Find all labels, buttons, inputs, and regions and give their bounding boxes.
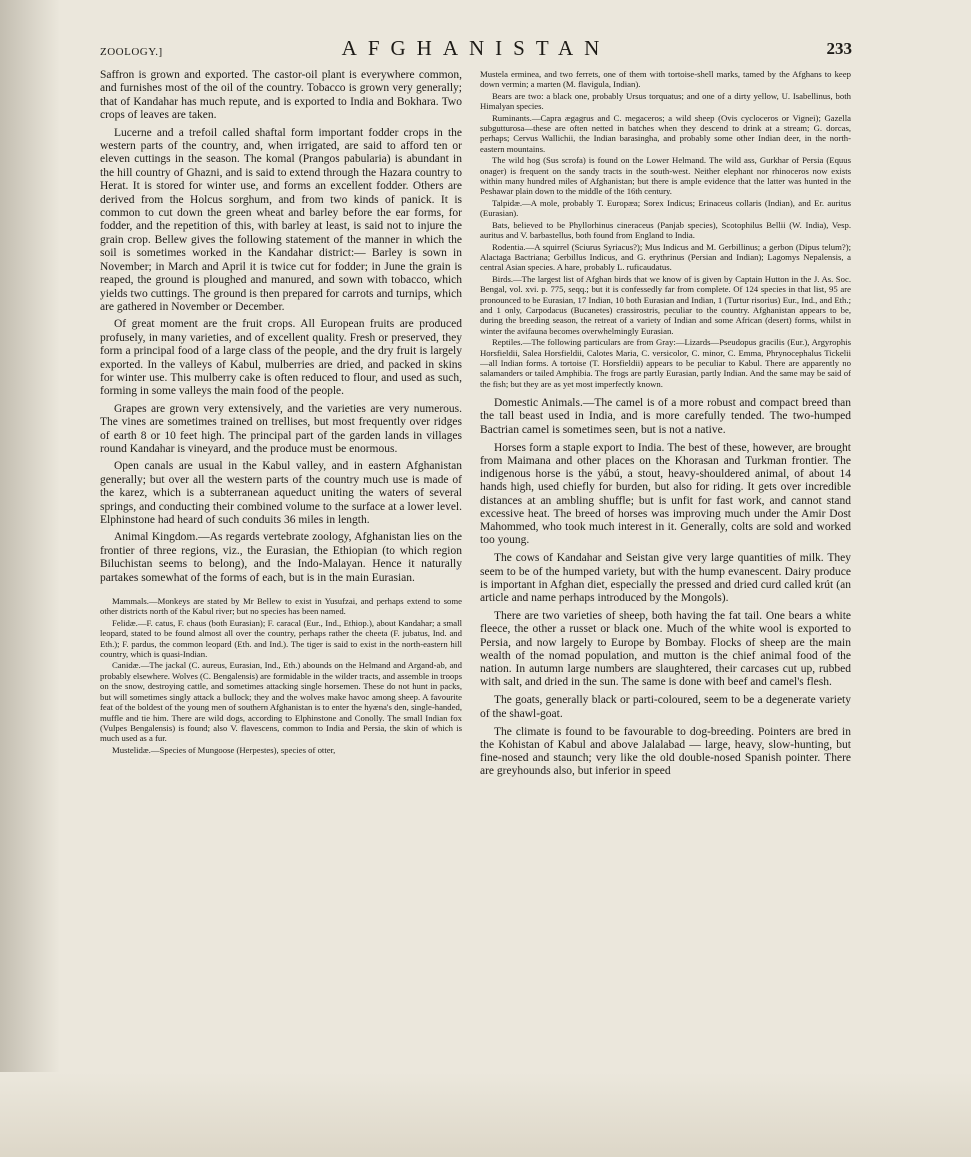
right-column bbox=[480, 69, 851, 1069]
paragraph-saffron: Saffron is grown and exported. The castor-oil plant is everywhere common, and furnishes most of the oil of the country. Tobacco is grown very generally; that of Kandahar has much repute, and is exported to India and Bokhara. Two crops of leaves are taken. bbox=[100, 69, 462, 122]
paragraph-animal-kingdom: Animal Kingdom.—As regards vertebrate zoology, Afghanistan lies on the frontier of three regions, viz., the Eurasian, the Ethiopian (to which region Biluchistan seems to belong), and the Indo-Malayan. Hence it naturally partakes somewhat of the forms of each, but is in the main Eurasian. bbox=[100, 531, 462, 584]
paragraph-wild-hog: The wild hog (Sus scrofa) is found on the Lower Helmand. The wild ass, Gurkhar of Persia (Equus onager) is frequent on the sandy tracts in the south-west. Neither elephant nor rhinoceros now exists within many hundred miles of Afghanistan; but there is ample evidence that the latter was hunted in the Peshawar plain down to the middle of the 16th century. bbox=[480, 155, 851, 197]
paragraph-horses: Horses form a staple export to India. The best of these, however, are brought from Maimana and other places on the Khorasan and Turkman frontier. The indigenous horse is the yábú, a stout, heavy-shouldered animal, of about 14 hands high, used chiefly for burden, but also for riding. It gets over incredible distances at an ambling shuffle; but is unfit for fast work, and cannot stand excessive heat. The breed of horses was improving much under the Amir Dost Mahommed, who took much interest in it. Generally, colts are sold and worked too young. bbox=[480, 441, 851, 547]
paragraph-dogs: The climate is found to be favourable to dog-breeding. Pointers are bred in the Kohistan of Kabul and above Jalalabad — large, heavy, slow-hunting, but fine-nosed and staunch; very like the old double-nosed Spanish pointer. There are greyhounds also, but inferior in speed bbox=[480, 725, 851, 778]
section-label: ZOOLOGY.] bbox=[100, 46, 163, 58]
running-head bbox=[100, 36, 852, 66]
paragraph-talpidae: Talpidæ.—A mole, probably T. Europæa; Sorex Indicus; Erinaceus collaris (Indian), and Er. auritus (Eurasian). bbox=[480, 197, 851, 219]
paragraph-fruit-crops: Of great moment are the fruit crops. All European fruits are produced profusely, in many varieties, and of excellent quality. Fresh or preserved, they form a principal food of a large class of the people, and the dry fruit is largely exported. In the valleys of Kabul, mulberries are dried, and packed in skins for winter use. This mulberry cake is often reduced to flour, and used as such, forming in some valleys the main food of the people. bbox=[100, 318, 462, 398]
left-column bbox=[100, 69, 462, 1069]
paragraph-goats: The goats, generally black or parti-coloured, seem to be a degenerate variety of the shawl-goat. bbox=[480, 694, 851, 720]
paragraph-sheep: There are two varieties of sheep, both having the fat tail. One bears a white fleece, the other a russet or black one. Much of the white wool is exported to Persia, and now largely to Europe by Bombay. Flocks of sheep are the main wealth of the nomad population, and mutton is the chief animal food of the nation. In autumn large numbers are slaughtered, their carcases cut up, rubbed with salt, and dried in the sun. The same is done with beef and camel's flesh. bbox=[480, 610, 851, 689]
paragraph-lucerne: Lucerne and a trefoil called shaftal form important fodder crops in the western parts of the country, and, when irrigated, are said to afford ten or eleven cuttings in the season. The komal (Prangos pabularia) is abundant in the hill country of Ghazni, and is said to extend through the Hazara country to Herat. It is stored for winter use, and forms an excellent fodder. Others are derived from the Holcus sorghum, and from two kinds of panick. It is common to cut down the green wheat and barley before the ear forms, for fodder, and the repetition of this, with barley at least, is said not to injure the grain crop. Bellew gives the following statement of the manner in which the soil is sometimes worked in the Kandahar district:— Barley is sown in November; in March and April it is twice cut for fodder; in June the grain is reaped, the ground is ploughed and manured, and sown with tobacco, which yields two cuttings. The ground is then prepared for carrots and turnips, which are gathered in November or December. bbox=[100, 126, 462, 313]
paragraph-bats: Bats, believed to be Phyllorhinus cineraceus (Panjab species), Scotophilus Bellii (W. India), Vesp. auritus and V. barbastellus, both found from England to India. bbox=[480, 219, 851, 241]
page-number: 233 bbox=[826, 39, 852, 58]
paragraph-mustelidae: Mustelidæ.—Species of Mungoose (Herpestes), species of otter, bbox=[112, 744, 336, 755]
paragraph-domestic-animals: Domestic Animals.—The camel is of a more robust and compact breed than the tall beast used in India, and is more carefully tended. The two-humped Bactrian camel is sometimes seen, but is not a native. bbox=[480, 397, 851, 436]
paragraph-canals: Open canals are usual in the Kabul valley, and in eastern Afghanistan generally; but over all the western parts of the country much use is made of the karez, which is a subterranean aqueduct uniting the waters of several springs, and conducting their combined volume to the surface at a lower level. Elphinstone had heard of such conduits 36 miles in length. bbox=[100, 460, 462, 526]
page-title: AFGHANISTAN bbox=[341, 36, 611, 60]
paragraph-cows: The cows of Kandahar and Seistan give very large quantities of milk. They seem to be of the humped variety, but with the hump evanescent. Dairy produce is important in Afghan diet, especially the pressed and dried curd called krút (an article and name perhaps introduced by the Mongols). bbox=[480, 552, 851, 605]
paragraph-mustela: Mustela erminea, and two ferrets, one of them with tortoise-shell marks, tamed by the Afghans to keep down vermin; a marten (M. flavigula, Indian). bbox=[480, 69, 851, 90]
paragraph-felidae: Felidæ.—F. catus, F. chaus (both Eurasian); F. caracal (Eur., Ind., Ethiop.), about Kandahar; a small leopard, stated to be found almost all over the country, perhaps rather the cheeta (F. jubatus, Ind. and Eth.); F. pardus, the common leopard (Eth. and Ind.). The tiger is said to exist in the north-eastern hill country, which is quasi-Indian. bbox=[100, 617, 462, 660]
paragraph-canidae: Canidæ.—The jackal (C. aureus, Eurasian, Ind., Eth.) abounds on the Helmand and Argand-ab, and probably elsewhere. Wolves (C. Bengalensis) are formidable in the wilder tracts, and assemble in troops on the snow, destroying cattle, and sometimes attacking single horsemen. These do not hunt in packs, but will sometimes singly attack a bullock; they and the wolves make havoc among sheep. A favourite feat of the boldest of the young men of southern Afghanistan is to enter the hyæna's den, single-handed, muffle and tie him. There are wild dogs, according to Elphinstone and Conolly. The small Indian fox (Vulpes Bengalensis) is found; also V. flavescens, common to India and Persia, the skin of which is much used as a fur. bbox=[100, 660, 462, 744]
paragraph-birds: Birds.—The largest list of Afghan birds that we know of is given by Captain Hutton in the J. As. Soc. Bengal, vol. xvi. p. 775, seqq.; but it is confessedly far from complete. Of 124 species in that list, 95 are pronounced to be Eurasian, 17 Indian, 10 both Eurasian and Indian, 1 (Turtur risorius) Eur., Ind., and Eth.; and 1 only, Carpodacus (Bucanetes) crassirostris, peculiar to the country. Afghanistan appears to be, during the breeding season, the retreat of a variety of Indian and some African (desert) forms, whilst in winter the avifauna becomes overwhelmingly Eurasian. bbox=[480, 273, 851, 336]
paragraph-rodentia: Rodentia.—A squirrel (Sciurus Syriacus?); Mus Indicus and M. Gerbillinus; a gerbon (Dipus telum?); Alactaga Bactriana; Gerbillus Indicus, and G. erythrinus (Persian and Indian); Lagomys Nepalensis, a central Asian species. A hare, probably L. ruficaudatus. bbox=[480, 241, 851, 273]
paragraph-ruminants: Ruminants.—Capra ægagrus and C. megaceros; a wild sheep (Ovis cycloceros or Vignei); Gazella subgutturosa—these are often netted in batches when they descend to drink at a stream; G. dorcas, perhaps; Cervus Wallichii, the Indian barasingha, and probably some other Indian deer, in the north-eastern mountains. bbox=[480, 112, 851, 154]
paragraph-bears: Bears are two: a black one, probably Ursus torquatus; and one of a dirty yellow, U. Isabellinus, both Himalyan species. bbox=[480, 90, 851, 112]
binding-shadow bbox=[0, 0, 60, 1157]
paragraph-reptiles: Reptiles.—The following particulars are from Gray:—Lizards—Pseudopus gracilis (Eur.), Argyrophis Horsfieldii, Salea Horsfieldii, Calotes Maria, C. versicolor, C. minor, C. Emma, Phrynocephalus Tickelii—all Indian forms. A tortoise (T. Horsfieldii) appears to be peculiar to Kabul. There are apparently no salamanders or tailed Amphibia. The frogs are partly Eurasian, partly Indian. And the same may be said of the fish; but they are as yet most imperfectly known. bbox=[480, 337, 851, 389]
paragraph-mammals: Mammals.—Monkeys are stated by Mr Bellew to exist in Yusufzai, and perhaps extend to some other districts north of the Kabul river; but no species has been named. bbox=[100, 596, 462, 617]
page-bottom-margin bbox=[0, 1072, 971, 1157]
paragraph-grapes: Grapes are grown very extensively, and the varieties are very numerous. The vines are sometimes trained on trellises, but most frequently over ridges of earth 8 or 10 feet high. The principal part of the garden lands in villages round Kandahar is vineyard, and the produce must be enormous. bbox=[100, 402, 462, 455]
